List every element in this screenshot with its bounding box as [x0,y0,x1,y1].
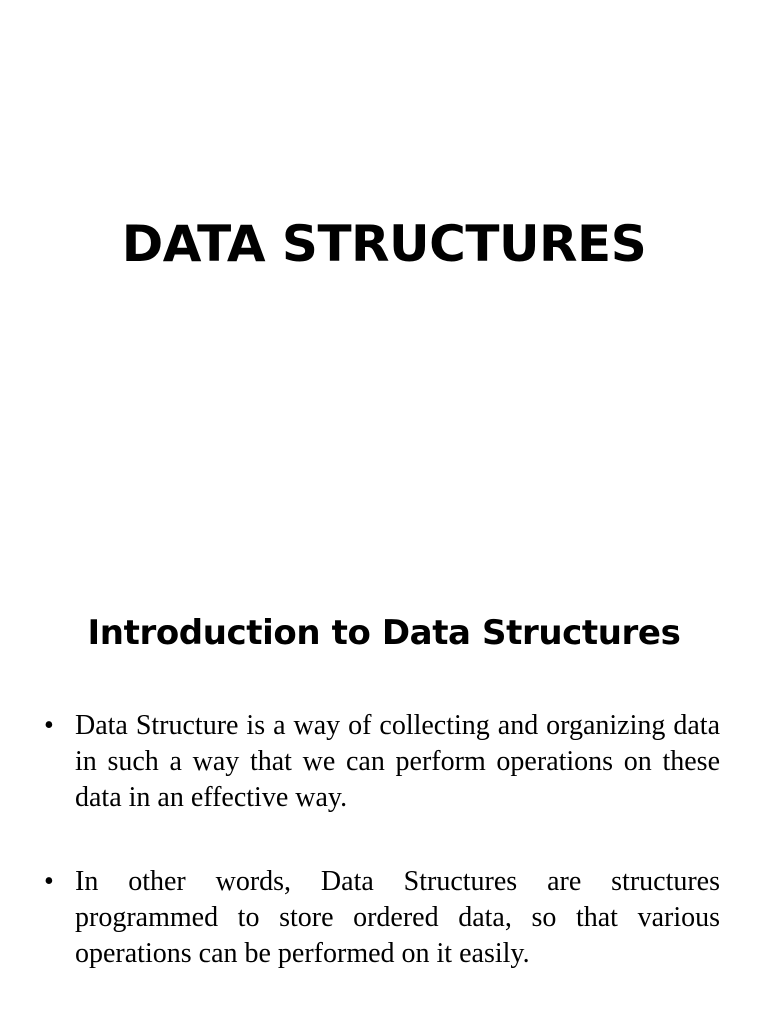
list-item [44,708,720,816]
bullet-list [44,708,720,1020]
page-title: DATA STRUCTURES [121,215,647,273]
bullet-text: Data Structure is a way of collecting and organizing data in such a way that we can perform operations on these data in an effective way. [75,710,720,813]
bullet-text: In other words, Data Structures are structures programmed to store ordered data, so that various operations can be performed on it easily. [75,866,720,969]
list-item [44,864,720,972]
bullet-icon: • [44,866,54,897]
bullet-icon: • [44,710,54,741]
section-heading: Introduction to Data Structures [87,613,681,653]
